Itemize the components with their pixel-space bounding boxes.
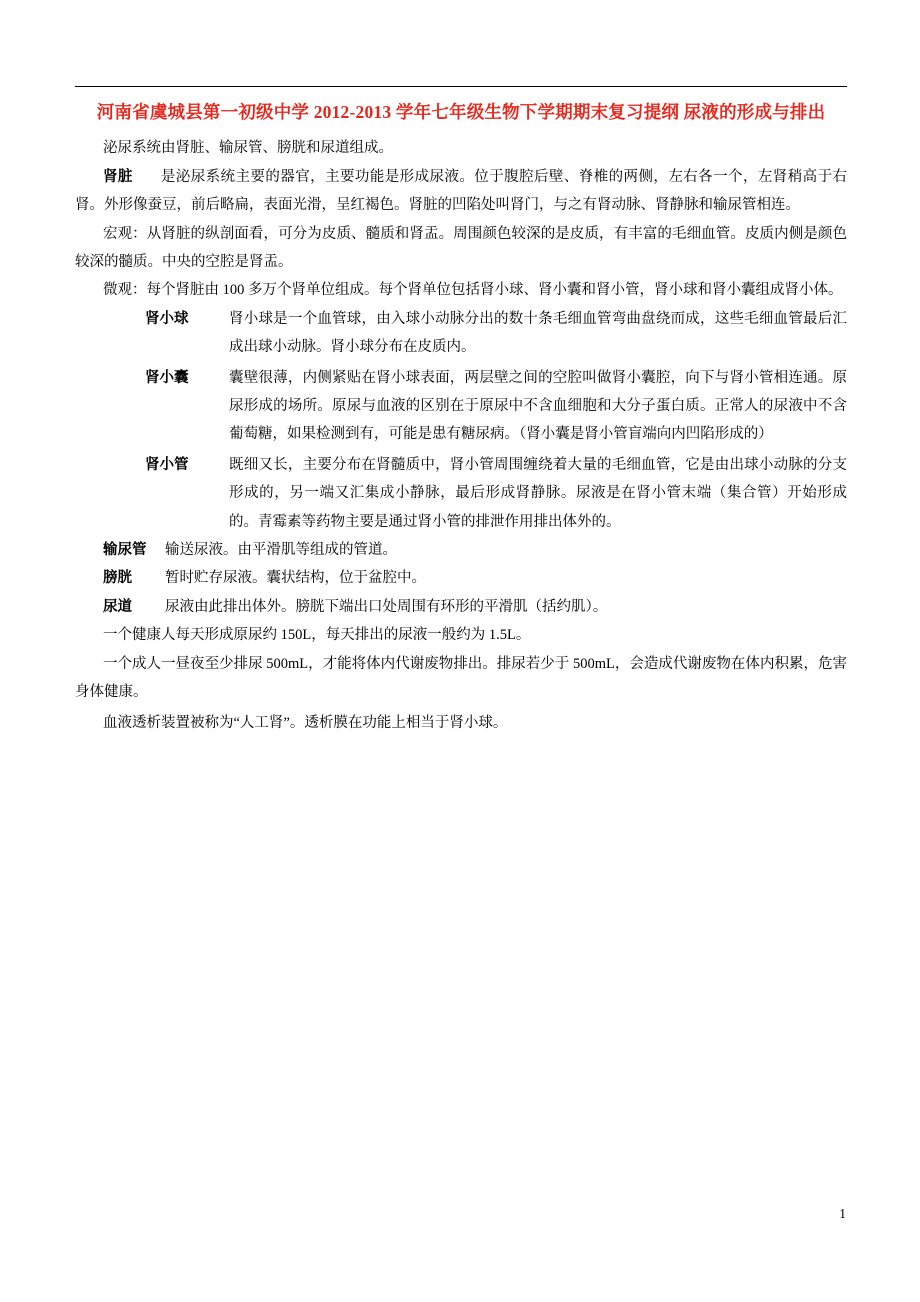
section-ureter-term: 输尿管: [103, 542, 147, 559]
subsection-renal-tubule: [145, 451, 847, 536]
section-urethra-body: 尿液由此排出体外。膀胱下端出口处周围有环形的平滑肌（括约肌）。: [165, 598, 608, 615]
section-bladder: [103, 564, 847, 592]
subsection-renal-tubule-term: 肾小管: [145, 456, 189, 473]
paragraph-macroscopic: 宏观：从肾脏的纵剖面看，可分为皮质、髓质和肾盂。周围颜色较深的是皮质，有丰富的毛细血管。皮质内侧是颜色较深的髓质。中央的空腔是肾盂。: [75, 225, 847, 270]
section-ureter-body: 输送尿液。由平滑肌等组成的管道。: [165, 542, 397, 559]
paragraph-dialysis: 血液透析装置被称为“人工肾”。透析膜在功能上相当于肾小球。: [103, 714, 508, 731]
paragraph-urine-volume: 一个健康人每天形成原尿约 150L，每天排出的尿液一般约为 1.5L。: [103, 627, 531, 644]
section-kidney-body: 是泌尿系统主要的器官，主要功能是形成尿液。位于腹腔后壁、脊椎的两侧，左右各一个，左肾稍高于右肾。外形像蚕豆，前后略扁，表面光滑，呈红褐色。肾脏的凹陷处叫肾门，与之有肾动脉、肾静脉和输尿管相连。: [75, 168, 848, 214]
page-number: 1: [839, 1206, 846, 1221]
section-ureter: [103, 536, 847, 564]
header-divider: [75, 86, 847, 87]
subsection-renal-tubule-body: 既细又长，主要分布在肾髓质中，肾小管周围缠绕着大量的毛细血管，它是由出球小动脉的分支形成的，另一端又汇集成小静脉，最后形成肾静脉。尿液是在肾小管末端（集合管）开始形成的。青霉素等药物主要是通过肾小管的排泄作用排出体外的。: [229, 456, 847, 530]
subsection-bowman-capsule-body: 囊壁很薄，内侧紧贴在肾小球表面，两层壁之间的空腔叫做肾小囊腔，向下与肾小管相连通。原尿形成的场所。原尿与血液的区别在于原尿中不含血细胞和大分子蛋白质。正常人的尿液中不含葡萄糖，如果检测到有，可能是患有糖尿病。（肾小囊是肾小管盲端向内凹陷形成的）: [229, 369, 847, 443]
section-urethra-term: 尿道: [103, 598, 132, 615]
subsection-glomerulus: [145, 305, 847, 362]
subsection-bowman-capsule-term: 肾小囊: [145, 369, 189, 386]
intro-paragraph: 泌尿系统由肾脏、输尿管、膀胱和尿道组成。: [103, 140, 393, 157]
section-kidney-term: 肾脏: [103, 168, 133, 185]
section-urethra: [103, 593, 847, 621]
paragraph-microscopic: 微观：每个肾脏由 100 多万个肾单位组成。每个肾单位包括肾小球、肾小囊和肾小管，肾小球和肾小囊组成肾小体。: [103, 282, 843, 299]
subsection-bowman-capsule: [145, 364, 847, 449]
subsection-glomerulus-body: 肾小球是一个血管球，由入球小动脉分出的数十条毛细血管弯曲盘绕而成，这些毛细血管最后汇成出球小动脉。肾小球分布在皮质内。: [229, 310, 847, 356]
page-title: 河南省虞城县第一初级中学 2012-2013 学年七年级生物下学期期末复习提纲 尿液的形成与排出: [96, 102, 826, 122]
section-kidney: [75, 163, 847, 220]
document-body: [75, 96, 847, 737]
subsection-glomerulus-term: 肾小球: [145, 310, 189, 327]
paragraph-daily-minimum: 一个成人一昼夜至少排尿 500mL，才能将体内代谢废物排出。排尿若少于 500mL，会造成代谢废物在体内积累，危害身体健康。: [75, 655, 847, 701]
section-bladder-term: 膀胱: [103, 570, 132, 587]
section-bladder-body: 暂时贮存尿液。囊状结构，位于盆腔中。: [165, 570, 426, 587]
